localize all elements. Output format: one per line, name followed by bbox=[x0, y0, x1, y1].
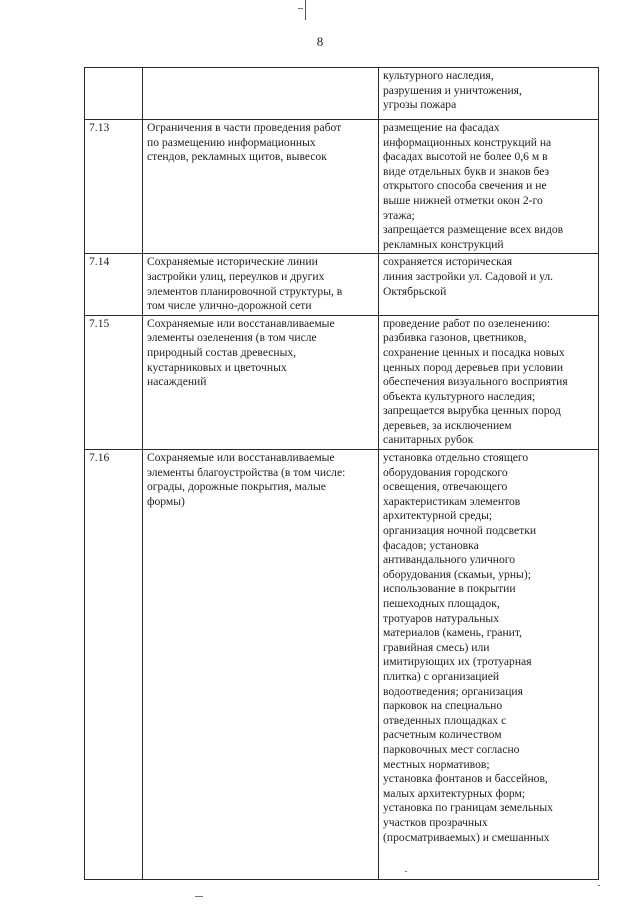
requirement-cell bbox=[379, 315, 599, 449]
requirement-line: запрещается вырубка ценных пород bbox=[383, 404, 561, 418]
requirement-line: отведенных площадках с bbox=[383, 713, 507, 727]
element-line: формы) bbox=[147, 494, 185, 508]
regulations-table bbox=[84, 67, 599, 880]
table-row bbox=[85, 68, 599, 120]
element-cell bbox=[143, 254, 379, 315]
requirement-line: материалов (камень, гранит, bbox=[383, 626, 522, 640]
element-line: Сохраняемые или восстанавливаемые bbox=[147, 316, 335, 330]
scan-speck bbox=[405, 871, 407, 872]
requirement-line: размещение на фасадах bbox=[383, 121, 500, 134]
element-cell bbox=[143, 68, 379, 120]
page-number: 8 bbox=[316, 34, 324, 49]
row-number: 7.16 bbox=[85, 450, 143, 880]
requirement-cell bbox=[379, 450, 599, 880]
requirement-line: сохранение ценных и посадка новых bbox=[383, 345, 565, 359]
requirement-line: фасадах высотой не более 0,6 м в bbox=[383, 150, 548, 164]
requirement-line: оборудования городского bbox=[383, 465, 508, 479]
requirement-line: обеспечения визуального восприятия bbox=[383, 375, 568, 389]
element-line: природный состав древесных, bbox=[147, 345, 297, 359]
requirement-line: объекта культурного наследия; bbox=[383, 389, 536, 403]
row-number: 7.14 bbox=[85, 254, 143, 315]
scan-artifact-line bbox=[305, 0, 306, 20]
element-line: элементы благоустройства (в том числе: bbox=[147, 465, 346, 479]
row-number: 7.15 bbox=[85, 315, 143, 449]
requirement-line: угрозы пожара bbox=[383, 98, 457, 112]
requirement-line: архитектурной среды; bbox=[383, 509, 493, 523]
scan-speck bbox=[195, 896, 203, 897]
requirement-line: (просматриваемых) и смешанных bbox=[383, 830, 550, 844]
element-cell bbox=[143, 120, 379, 254]
requirement-line: использование в покрытии bbox=[383, 582, 516, 596]
requirement-line: разбивка газонов, цветников, bbox=[383, 331, 527, 345]
requirement-line: освещения, отвечающего bbox=[383, 480, 508, 494]
table-row bbox=[85, 120, 599, 254]
table-row bbox=[85, 315, 599, 449]
element-line: ограды, дорожные покрытия, малые bbox=[147, 480, 326, 494]
scan-artifact-tick bbox=[298, 8, 303, 9]
requirement-line: санитарных рубок bbox=[383, 433, 474, 447]
requirement-line: ценных пород деревьев при условии bbox=[383, 360, 564, 374]
requirement-line: информационных конструкций на bbox=[383, 135, 552, 149]
element-cell bbox=[143, 450, 379, 880]
element-cell bbox=[143, 315, 379, 449]
requirement-line: оборудования (скамьи, урны); bbox=[383, 567, 531, 581]
element-line: Сохраняемые или восстанавливаемые bbox=[147, 451, 335, 465]
element-line: насаждений bbox=[147, 375, 207, 389]
table-row bbox=[85, 450, 599, 880]
element-line: стендов, рекламных щитов, вывесок bbox=[147, 150, 327, 164]
requirement-line: водоотведения; организация bbox=[383, 684, 523, 698]
element-line: Ограничения в части проведения работ bbox=[147, 121, 342, 134]
requirement-line: гравийная смесь) или bbox=[383, 640, 490, 654]
requirement-line: разрушения и уничтожения, bbox=[383, 83, 522, 97]
requirement-line: характеристикам элементов bbox=[383, 494, 521, 508]
element-line: Сохраняемые исторические линии bbox=[147, 255, 318, 269]
requirement-line: парковок на специально bbox=[383, 699, 503, 713]
requirement-line: установка по границам земельных bbox=[383, 801, 553, 815]
element-line: том числе улично-дорожной сети bbox=[147, 299, 312, 313]
requirement-line: малых архитектурных форм; bbox=[383, 786, 526, 800]
requirement-line: установка фонтанов и бассейнов, bbox=[383, 772, 548, 786]
requirement-line: установка отдельно стоящего bbox=[383, 451, 529, 465]
requirement-line: этажа; bbox=[383, 208, 415, 222]
requirement-line: запрещается размещение всех видов bbox=[383, 223, 564, 237]
requirement-line: выше нижней отметки окон 2-го bbox=[383, 193, 543, 207]
row-number bbox=[85, 68, 143, 120]
element-line: элементов планировочной структуры, в bbox=[147, 284, 343, 298]
element-line: застройки улиц, переулков и других bbox=[147, 269, 325, 283]
requirement-line: проведение работ по озеленению: bbox=[383, 316, 551, 330]
scan-speck bbox=[598, 885, 600, 886]
requirement-line: имитирующих их (тротуарная bbox=[383, 655, 532, 669]
requirement-line: рекламных конструкций bbox=[383, 237, 504, 251]
requirement-line: сохраняется историческая bbox=[383, 255, 513, 269]
table-body bbox=[85, 68, 599, 880]
table-row bbox=[85, 254, 599, 315]
requirement-line: линия застройки ул. Садовой и ул. bbox=[383, 269, 554, 283]
requirement-cell bbox=[379, 120, 599, 254]
element-line: кустарниковых и цветочных bbox=[147, 360, 287, 374]
requirement-line: Октябрьской bbox=[383, 284, 447, 298]
requirement-line: пешеходных площадок, bbox=[383, 597, 500, 610]
requirement-line: плитка) с организацией bbox=[383, 669, 500, 683]
requirement-cell bbox=[379, 254, 599, 315]
requirement-line: участков прозрачных bbox=[383, 815, 488, 829]
row-number: 7.13 bbox=[85, 120, 143, 254]
requirement-line: виде отдельных букв и знаков без bbox=[383, 164, 550, 178]
requirement-line: парковочных мест согласно bbox=[383, 742, 520, 756]
requirement-line: тротуаров натуральных bbox=[383, 611, 499, 625]
element-line: по размещению информационных bbox=[147, 135, 316, 149]
requirement-line: фасадов; установка bbox=[383, 538, 479, 552]
requirement-line: расчетным количеством bbox=[383, 728, 502, 742]
requirement-line: организация ночной подсветки bbox=[383, 524, 537, 538]
requirement-line: антивандального уличного bbox=[383, 553, 516, 567]
element-line: элементы озеленения (в том числе bbox=[147, 331, 317, 345]
requirement-line: деревьев, за исключением bbox=[383, 418, 512, 432]
requirement-cell bbox=[379, 68, 599, 120]
requirement-line: культурного наследия, bbox=[383, 69, 494, 82]
requirement-line: открытого способа свечения и не bbox=[383, 179, 547, 193]
requirement-line: местных нормативов; bbox=[383, 757, 490, 771]
